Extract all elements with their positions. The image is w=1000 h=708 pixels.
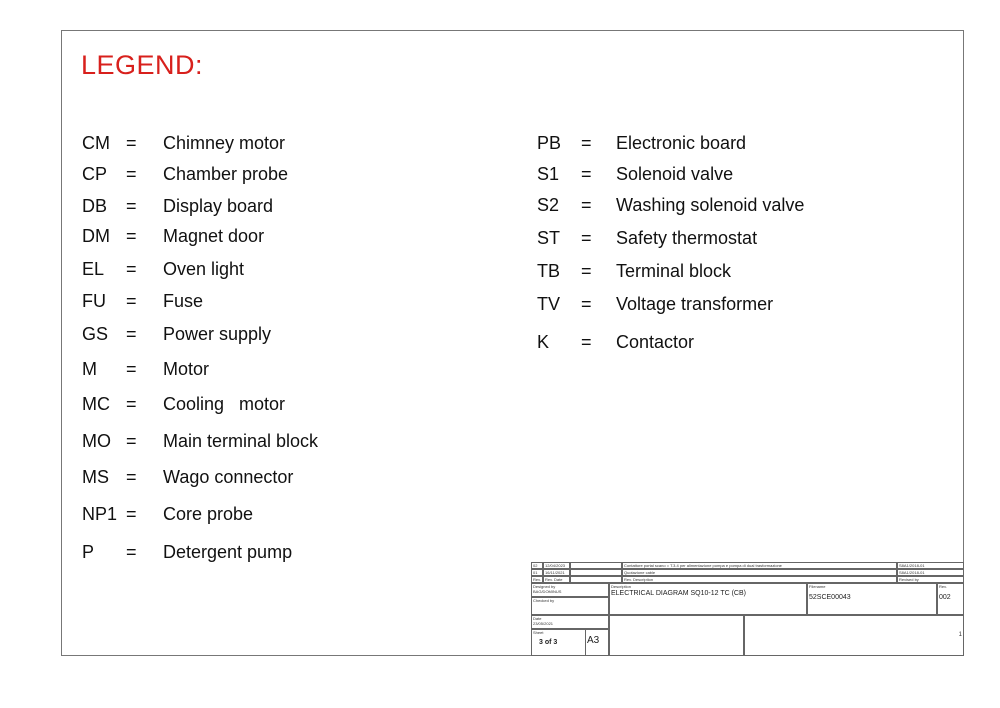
legend-right-description: Electronic board — [616, 133, 747, 153]
legend-left-code: GS — [82, 324, 109, 344]
legend-right-equals: = — [581, 195, 592, 215]
rev-row-2-date: 16/11/2021 — [543, 569, 570, 576]
legend-left-entry — [82, 430, 382, 454]
legend-left-equals: = — [126, 394, 137, 414]
legend-left-entry — [82, 323, 382, 347]
legend-left-description: Power supply — [163, 324, 272, 344]
rev-header-desc: Rev. Description — [622, 576, 897, 583]
legend-left-equals: = — [126, 504, 137, 524]
filename-value: 52SCE00043 — [809, 594, 851, 601]
legend-right-description: Solenoid valve — [616, 164, 734, 184]
legend-right-code: TB — [537, 261, 561, 281]
legend-left-code: CP — [82, 164, 108, 184]
description-value: ELECTRICAL DIAGRAM SQ10-12 TC (CB) — [611, 590, 746, 597]
legend-left-code: MO — [82, 431, 111, 451]
legend-right-entry — [537, 227, 837, 251]
legend-left-entry — [82, 466, 382, 490]
legend-right-entry — [537, 163, 837, 187]
legend-left-code: DM — [82, 226, 110, 246]
description-cell — [609, 583, 807, 615]
legend-left-equals: = — [126, 226, 137, 246]
legend-left-description: Cooling motor — [163, 394, 286, 414]
rev-row-1-date: 12/04/2023 — [543, 562, 570, 569]
rev-row-1-desc: Contattore portal scano = T.3.4 per alimentazione pompa e pompa di dual trasformazione — [622, 562, 897, 569]
legend-left-code: DB — [82, 196, 108, 216]
rev-header-ref: Revised by — [897, 576, 964, 583]
rev-row-2-desc: Quotazione cable — [622, 569, 897, 576]
legend-right-code: K — [537, 332, 550, 352]
designed-by-cell — [531, 583, 609, 597]
legend-right-description: Voltage transformer — [616, 294, 774, 314]
legend-left-description: Magnet door — [163, 226, 265, 246]
legend-left-entry — [82, 358, 382, 382]
legend-left-description: Main terminal block — [163, 431, 319, 451]
legend-right-entry — [537, 260, 837, 284]
legend-right-equals: = — [581, 133, 592, 153]
legend-right-description: Washing solenoid valve — [616, 195, 805, 215]
rev-row-2-rev: 01 — [531, 569, 543, 576]
legend-right-equals: = — [581, 294, 592, 314]
rev-header-date: Rev. Date — [543, 576, 570, 583]
legend-left-equals: = — [126, 542, 137, 562]
legend-left-description: Wago connector — [163, 467, 294, 487]
legend-right-code: S1 — [537, 164, 560, 184]
legend-left-description: Chamber probe — [163, 164, 289, 184]
rev-label: Rev. — [939, 584, 947, 589]
legend-left-entry — [82, 225, 382, 249]
legend-left-description: Oven light — [163, 259, 245, 279]
blank-cell-a — [609, 615, 744, 656]
rev-row-2-ref: S8A1/2018-01 — [897, 569, 964, 576]
legend-left-equals: = — [126, 133, 137, 153]
date-value: 23/05/2021 — [533, 621, 554, 626]
legend-right-code: ST — [537, 228, 561, 248]
title-block — [531, 562, 964, 656]
legend-left-equals: = — [126, 467, 137, 487]
legend-left-equals: = — [126, 164, 137, 184]
sheet-label: Sheet — [533, 630, 544, 635]
date-label: Date — [533, 616, 542, 621]
legend-right-equals: = — [581, 164, 592, 184]
designed-by-label: Designed by — [533, 584, 556, 589]
legend-left-entry — [82, 163, 382, 187]
legend-right-entry — [537, 331, 837, 355]
rev-row-1-ref: S8A1/2018-01 — [897, 562, 964, 569]
rev-header-rev: Rev. — [531, 576, 543, 583]
rev-value: 002 — [939, 594, 951, 601]
legend-right-equals: = — [581, 332, 592, 352]
rev-row-1-rev: 02 — [531, 562, 543, 569]
legend-left-equals: = — [126, 196, 137, 216]
checked-by-label: Checked by — [533, 598, 555, 603]
legend-left-code: EL — [82, 259, 105, 279]
rev-header-spacer — [570, 576, 622, 583]
legend-left-entry — [82, 132, 382, 156]
page-mark: 1 — [958, 632, 962, 638]
legend-right-entry — [537, 194, 837, 218]
filename-cell — [807, 583, 937, 615]
legend-left-description: Motor — [163, 359, 210, 379]
legend-left-code: MS — [82, 467, 109, 487]
legend-right-code: TV — [537, 294, 561, 314]
legend-title: LEGEND: — [81, 50, 204, 80]
rev-cell — [937, 583, 964, 615]
legend-left-entry — [82, 541, 382, 565]
rev-row-1-spacer — [570, 562, 622, 569]
legend-left-entry — [82, 503, 382, 527]
legend-right-entry — [537, 293, 837, 317]
legend-left-equals: = — [126, 431, 137, 451]
legend-left-description: Detergent pump — [163, 542, 293, 562]
format-cell — [586, 629, 609, 656]
legend-left-code: NP1 — [82, 504, 118, 524]
description-label: Description — [611, 584, 632, 589]
legend-right-entry — [537, 132, 837, 156]
legend-left-description: Display board — [163, 196, 274, 216]
legend-left-entry — [82, 290, 382, 314]
legend-left-code: CM — [82, 133, 110, 153]
legend-left-code: FU — [82, 291, 106, 311]
legend-left-equals: = — [126, 259, 137, 279]
legend-right-description: Terminal block — [616, 261, 732, 281]
date-cell — [531, 615, 609, 629]
sheet-cell — [531, 629, 586, 656]
legend-left-equals: = — [126, 291, 137, 311]
legend-left-description: Core probe — [163, 504, 254, 524]
legend-right-code: S2 — [537, 195, 560, 215]
legend-right-description: Safety thermostat — [616, 228, 758, 248]
legend-left-entry — [82, 195, 382, 219]
legend-right-equals: = — [581, 261, 592, 281]
legend-left-code: MC — [82, 394, 110, 414]
format-value: A3 — [587, 635, 600, 646]
legend-left-code: P — [82, 542, 95, 562]
legend-left-description: Fuse — [163, 291, 204, 311]
designed-by-value: BAG/DOMINUS — [533, 589, 562, 594]
legend-left-code: M — [82, 359, 97, 379]
legend-right-description: Contactor — [616, 332, 695, 352]
blank-cell-b — [744, 615, 964, 656]
legend-right-equals: = — [581, 228, 592, 248]
legend-left-equals: = — [126, 324, 137, 344]
legend-left-entry — [82, 258, 382, 282]
rev-row-2-spacer — [570, 569, 622, 576]
filename-label: Filename — [809, 584, 826, 589]
checked-by-cell — [531, 597, 609, 615]
legend-right-code: PB — [537, 133, 562, 153]
legend-left-description: Chimney motor — [163, 133, 286, 153]
legend-left-entry — [82, 393, 382, 417]
legend-left-equals: = — [126, 359, 137, 379]
sheet-value: 3 of 3 — [539, 639, 558, 646]
